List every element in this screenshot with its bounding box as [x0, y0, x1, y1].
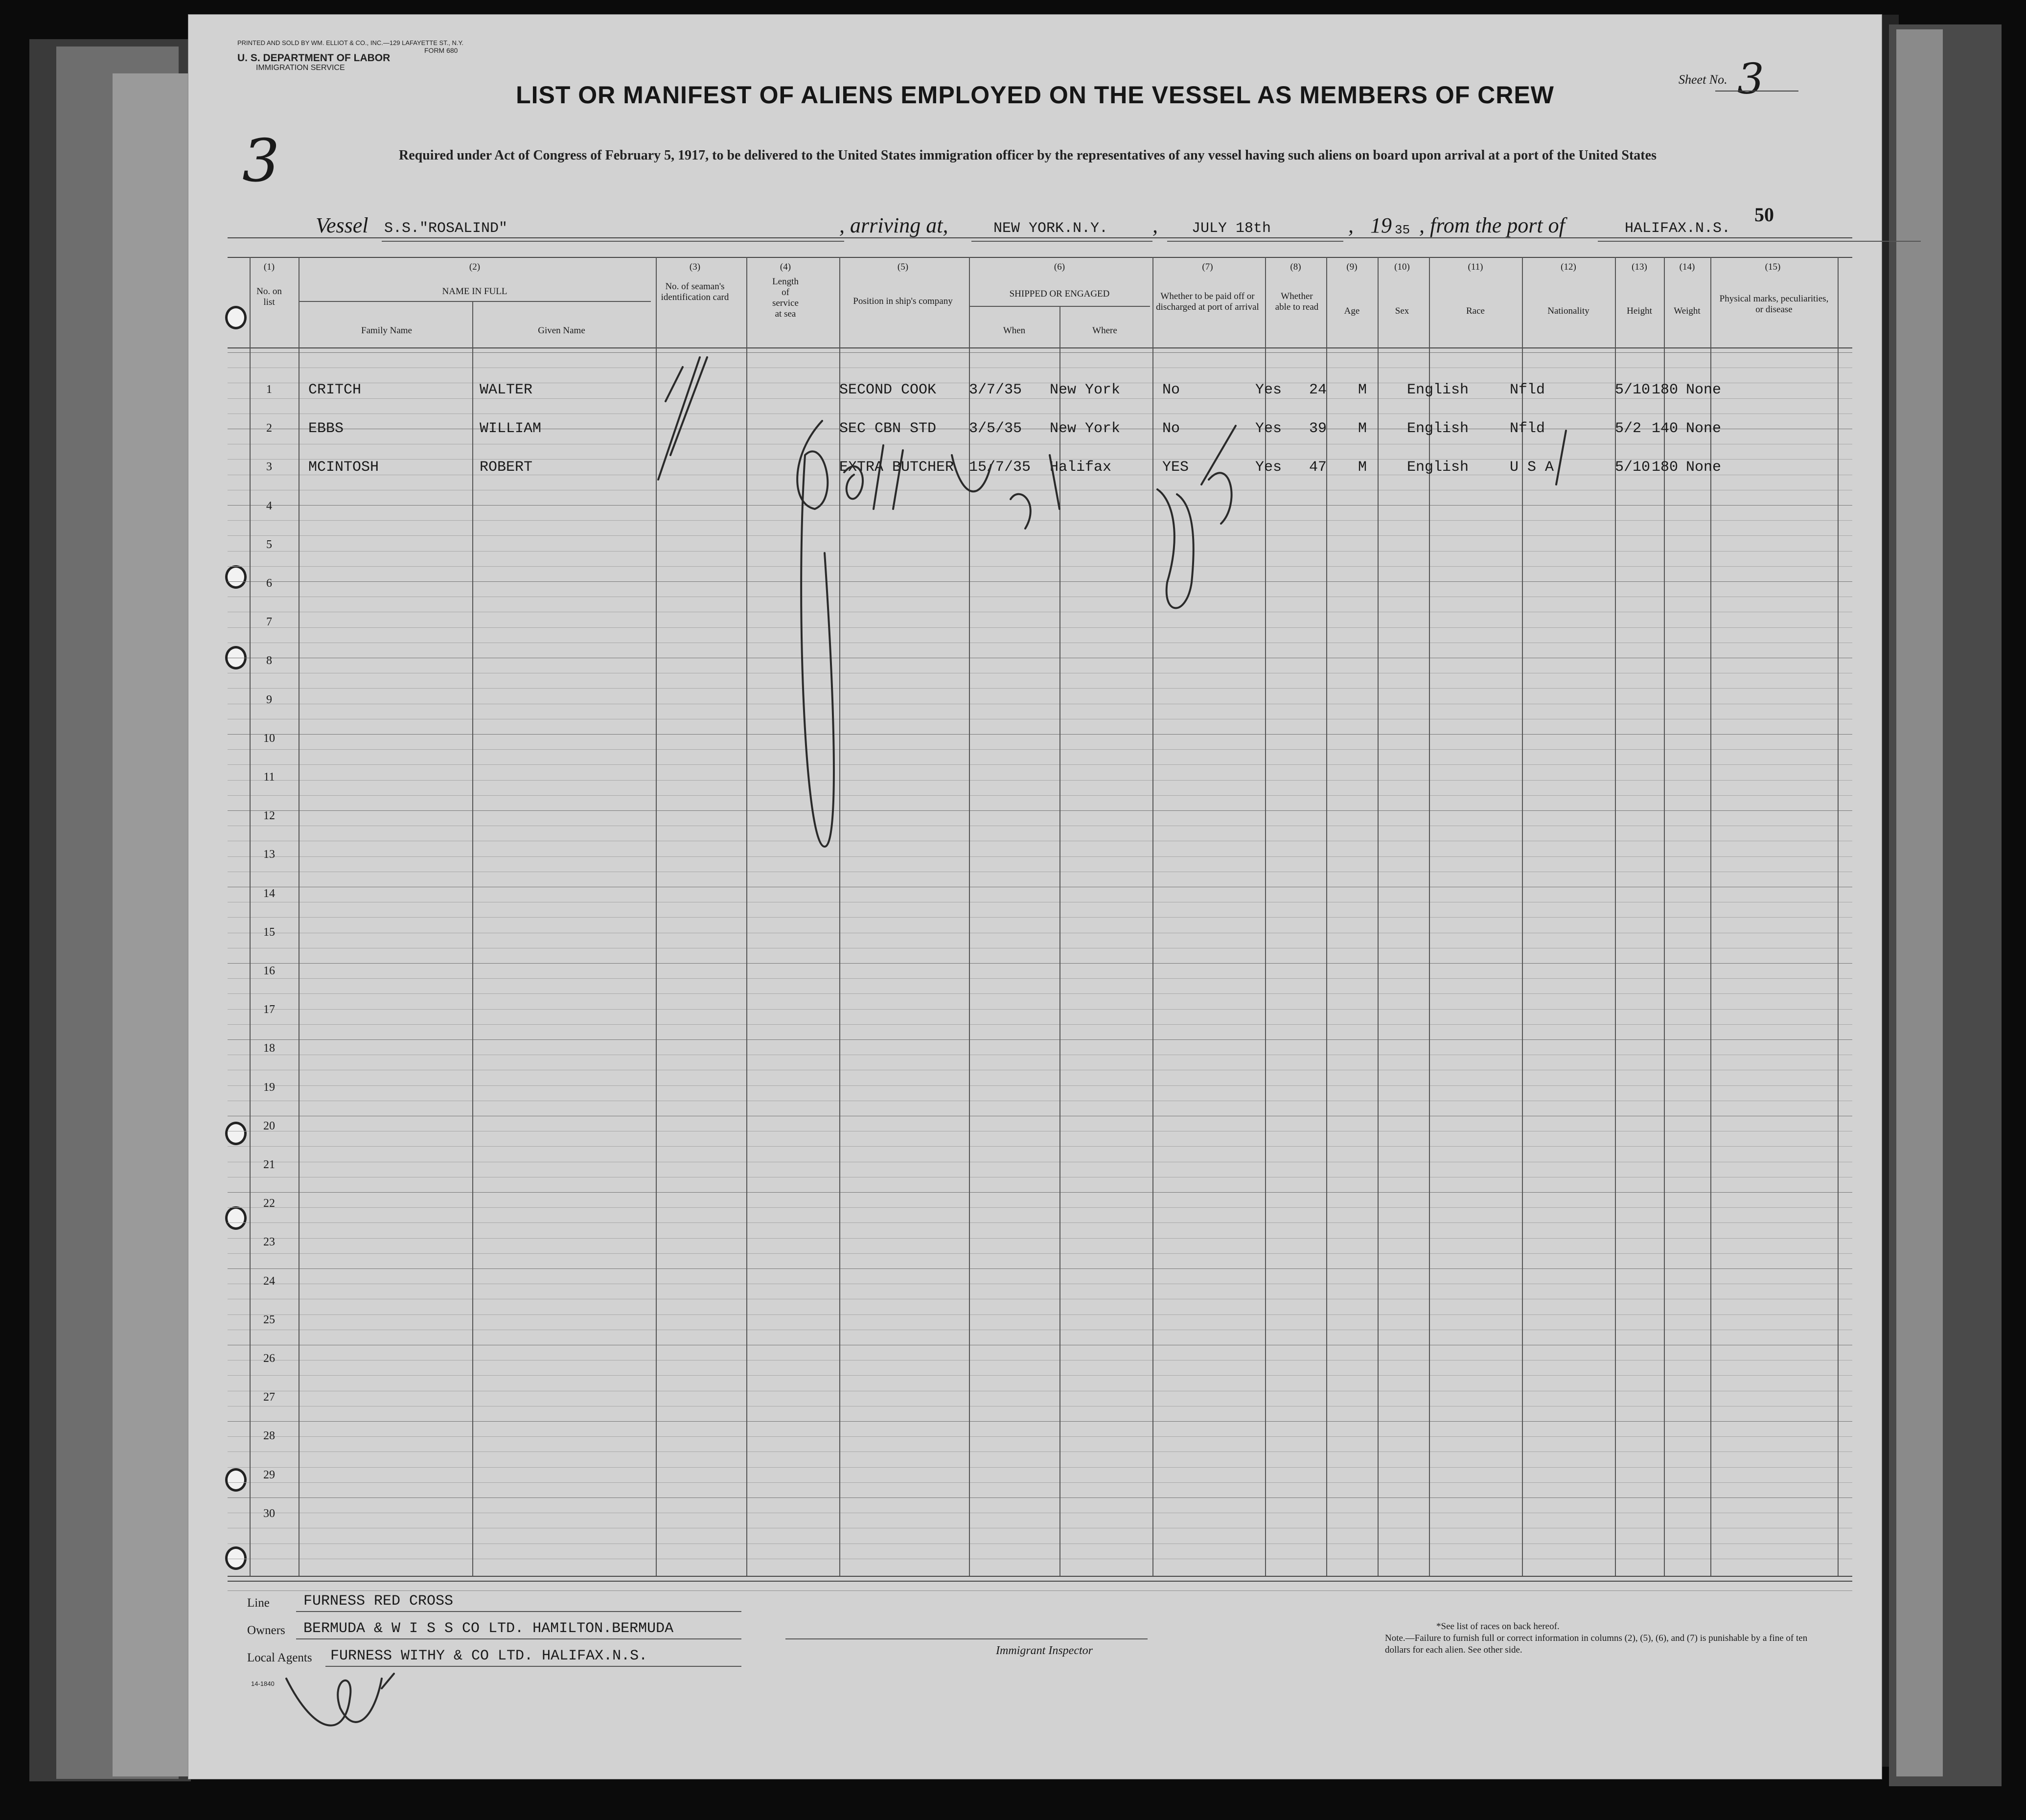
row-number: 17: [263, 1003, 275, 1016]
row-number: 9: [266, 693, 272, 706]
owners-fill-line: [296, 1638, 741, 1639]
owners-label: Owners: [247, 1624, 285, 1637]
comma-separator: ,: [1152, 213, 1158, 237]
cell-nationality: Nfld: [1510, 382, 1545, 398]
col15-header: Physical marks, peculiarities, or disease: [1719, 294, 1829, 315]
cell-age: 24: [1309, 382, 1327, 398]
row-number: 1: [266, 383, 272, 396]
cell-paid-off: No: [1162, 382, 1180, 398]
cell-height: 5/10: [1615, 382, 1651, 398]
penalty-note: Note.—Failure to furnish full or correct information in columns (2), (5), (6), and (7) is punishable by a fine of ten dollars for each alien. See other side.: [1385, 1633, 1808, 1655]
col2-given-header: Given Name: [538, 325, 585, 336]
row-number: 8: [266, 654, 272, 668]
page-subtitle: Required under Act of Congress of February 5, 1917, to be delivered to the United States immigration officer by the representatives of any vessel having such aliens on board upon arrival at a port of the United States: [399, 148, 1657, 163]
cell-when: 3/7/35: [969, 382, 1022, 398]
row-number: 19: [263, 1081, 275, 1094]
cell-weight: 180: [1652, 382, 1679, 398]
year-suffix: 35: [1395, 223, 1410, 237]
cell-sex: M: [1358, 420, 1367, 438]
manifest-sheet: [188, 15, 1882, 1779]
comma-separator: ,: [1348, 213, 1354, 237]
cell-when: 15/7/35: [969, 459, 1031, 476]
cell-position: EXTRA BUTCHER: [839, 459, 954, 476]
row-number: 6: [266, 577, 272, 590]
printer-imprint: PRINTED AND SOLD BY WM. ELLIOT & CO., INC.—129 LAFAYETTE ST., N.Y.: [237, 39, 464, 46]
page-title: LIST OR MANIFEST OF ALIENS EMPLOYED ON THE VESSEL AS MEMBERS OF CREW: [516, 81, 1554, 109]
cell-given: ROBERT: [480, 459, 533, 476]
cell-read: Yes: [1255, 420, 1282, 438]
line-label: Line: [247, 1596, 270, 1610]
col3-header: No. of seaman's identification card: [661, 281, 729, 302]
cell-read: Yes: [1255, 382, 1282, 398]
col6-header: SHIPPED OR ENGAGED: [1009, 289, 1110, 299]
row-number: 12: [263, 809, 275, 823]
cell-sex: M: [1358, 382, 1367, 398]
cell-height: 5/10: [1615, 459, 1651, 476]
col5-number: (5): [897, 262, 909, 272]
vessel-name: S.S."ROSALIND": [384, 220, 508, 237]
col2-family-header: Family Name: [361, 325, 412, 336]
cell-given: WILLIAM: [480, 420, 542, 438]
cell-weight: 180: [1652, 459, 1679, 476]
col9-number: (9): [1346, 262, 1358, 272]
col5-header: Position in ship's company: [853, 296, 953, 306]
cell-where: New York: [1050, 420, 1121, 438]
cell-height: 5/2: [1615, 420, 1642, 438]
col6-when-header: When: [1003, 325, 1026, 336]
agents-fill-line: [325, 1666, 741, 1667]
races-note: *See list of races on back hereof.: [1436, 1621, 1560, 1632]
cell-marks: None: [1686, 459, 1722, 476]
right-page-edge-inner: [1896, 29, 1943, 1776]
cell-marks: None: [1686, 420, 1722, 438]
binder-page-edge-inner: [113, 73, 196, 1776]
col1-number: (1): [263, 262, 275, 272]
cell-paid-off: YES: [1162, 459, 1189, 476]
row-number: 10: [263, 732, 275, 745]
row-number: 3: [266, 461, 272, 474]
row-number: 15: [263, 925, 275, 939]
from-port-label: , from the port of: [1419, 213, 1565, 237]
handwritten-signature: [188, 15, 1882, 1779]
col9-header: Age: [1344, 306, 1360, 316]
cell-where: New York: [1050, 382, 1121, 398]
row-number: 30: [263, 1507, 275, 1520]
col14-number: (14): [1679, 262, 1695, 272]
col2-number: (2): [469, 262, 481, 272]
from-port: HALIFAX.N.S.: [1625, 220, 1731, 237]
cell-given: WALTER: [480, 382, 533, 398]
col8-header: Whether able to read: [1275, 291, 1319, 312]
row-number: 21: [263, 1158, 275, 1171]
cell-family: EBBS: [308, 420, 344, 438]
col15-number: (15): [1765, 262, 1781, 272]
col6-where-header: Where: [1092, 325, 1117, 336]
arrival-date: JULY 18th: [1192, 220, 1271, 237]
row-number: 22: [263, 1197, 275, 1210]
form-number: FORM 680: [424, 46, 458, 54]
owners: BERMUDA & W I S S CO LTD. HAMILTON.BERMUDA: [303, 1620, 674, 1637]
service-name: IMMIGRATION SERVICE: [256, 64, 345, 72]
col1-header: No. on list: [256, 286, 282, 307]
row-number: 13: [263, 848, 275, 861]
cell-weight: 140: [1652, 420, 1679, 438]
col11-header: Race: [1466, 306, 1485, 316]
line-fill-line: [296, 1611, 741, 1612]
cell-sex: M: [1358, 459, 1367, 476]
row-number: 20: [263, 1119, 275, 1132]
page-mark: 50: [1754, 204, 1774, 226]
row-number: 5: [266, 538, 272, 551]
vessel-label: Vessel: [316, 213, 368, 237]
col7-number: (7): [1202, 262, 1213, 272]
inspector-signature-line: [785, 1638, 1148, 1639]
row-number: 24: [263, 1274, 275, 1288]
shipping-line: FURNESS RED CROSS: [303, 1593, 454, 1610]
arriving-label: , arriving at,: [839, 213, 948, 237]
cell-position: SECOND COOK: [839, 382, 937, 398]
local-agents: FURNESS WITHY & CO LTD. HALIFAX.N.S.: [330, 1648, 648, 1664]
row-number: 14: [263, 887, 275, 900]
cell-marks: None: [1686, 382, 1722, 398]
cell-nationality: Nfld: [1510, 420, 1545, 438]
col10-header: Sex: [1395, 306, 1409, 316]
row-number: 4: [266, 499, 272, 512]
row-number: 25: [263, 1313, 275, 1326]
col13-number: (13): [1632, 262, 1647, 272]
row-number: 18: [263, 1042, 275, 1055]
col4-number: (4): [780, 262, 791, 272]
cell-paid-off: No: [1162, 420, 1180, 438]
row-number: 27: [263, 1391, 275, 1404]
col7-header: Whether to be paid off or discharged at port of arrival: [1156, 291, 1259, 312]
row-number: 23: [263, 1236, 275, 1249]
department-name: U. S. DEPARTMENT OF LABOR: [237, 52, 391, 64]
cell-family: MCINTOSH: [308, 459, 379, 476]
col14-header: Weight: [1674, 306, 1701, 316]
form-code: 14-1840: [251, 1680, 275, 1687]
cell-race: English: [1407, 420, 1469, 438]
col6-number: (6): [1054, 262, 1065, 272]
col12-number: (12): [1561, 262, 1576, 272]
cell-age: 47: [1309, 459, 1327, 476]
row-number: 11: [263, 771, 275, 783]
sheet-number-label: Sheet No.: [1679, 72, 1727, 87]
row-number: 7: [266, 616, 272, 629]
col10-number: (10): [1394, 262, 1410, 272]
arrival-port: NEW YORK.N.Y.: [993, 220, 1108, 237]
col8-number: (8): [1290, 262, 1301, 272]
cell-age: 39: [1309, 420, 1327, 438]
inspector-label: Immigrant Inspector: [996, 1644, 1093, 1657]
col13-header: Height: [1627, 306, 1652, 316]
cell-family: CRITCH: [308, 382, 362, 398]
col4-header: Length of service at sea: [772, 276, 799, 319]
footer-top-line: [228, 1590, 1852, 1591]
sheet-number: 3: [1737, 55, 1764, 104]
cell-position: SEC CBN STD: [839, 420, 937, 438]
col12-header: Nationality: [1547, 306, 1589, 316]
agents-label: Local Agents: [247, 1651, 312, 1664]
row-number: 2: [266, 422, 272, 435]
cell-nationality: U S A: [1510, 459, 1554, 476]
row-number: 16: [263, 965, 275, 977]
cell-when: 3/5/35: [969, 420, 1022, 438]
row-number: 29: [263, 1468, 275, 1481]
handwritten-mark: 3: [242, 127, 280, 195]
col2-header: NAME IN FULL: [442, 286, 507, 297]
col3-number: (3): [689, 262, 701, 272]
cell-read: Yes: [1255, 459, 1282, 476]
row-number: 26: [263, 1352, 275, 1365]
cell-where: Halifax: [1050, 459, 1112, 476]
year-prefix: 19: [1370, 213, 1392, 237]
cell-race: English: [1407, 459, 1469, 476]
cell-race: English: [1407, 382, 1469, 398]
col11-number: (11): [1468, 262, 1483, 272]
row-number: 28: [263, 1429, 275, 1443]
